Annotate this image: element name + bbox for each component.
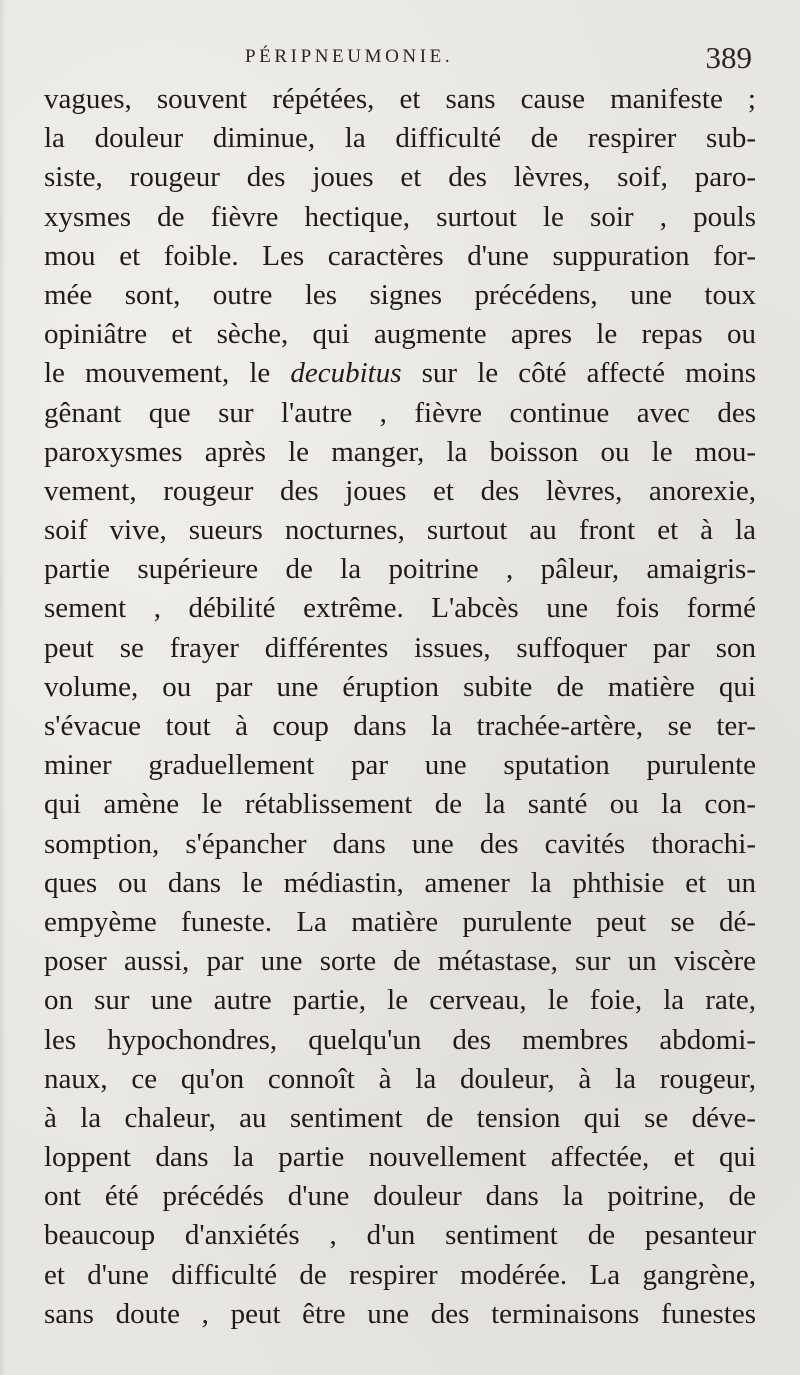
text-line: poser aussi, par une sorte de métastase, sur un viscère xyxy=(44,945,756,978)
text-line: ques ou dans le médiastin, amener la phthisie et un xyxy=(44,866,756,899)
text-line: peut se frayer différentes issues, suffoquer par son xyxy=(44,631,756,664)
text-line: gênant que sur l'autre , fièvre continue avec des xyxy=(44,396,756,429)
text-line: à la chaleur, au sentiment de tension qui se déve- xyxy=(44,1101,756,1134)
text-line: vement, rougeur des joues et des lèvres, anorexie, xyxy=(44,474,756,507)
text-line: mée sont, outre les signes précédens, une toux xyxy=(44,278,756,311)
page-edge-shadow xyxy=(0,0,6,1375)
text-line: on sur une autre partie, le cerveau, le foie, la rate, xyxy=(44,984,756,1017)
text-line: soif vive, sueurs nocturnes, surtout au front et à la xyxy=(44,514,756,547)
text-line: miner graduellement par une sputation purulente xyxy=(44,749,756,782)
text-line: beaucoup d'anxiétés , d'un sentiment de pesanteur xyxy=(44,1219,756,1252)
text-line: somption, s'épancher dans une des cavités thorachi- xyxy=(44,827,756,860)
text-line: vagues, souvent répétées, et sans cause manifeste ; xyxy=(44,83,756,115)
text-line: sans doute , peut être une des terminaisons funestes xyxy=(44,1297,756,1330)
page-header xyxy=(0,40,800,80)
text-line: qui amène le rétablissement de la santé ou la con- xyxy=(44,788,756,821)
text-line: ont été précédés d'une douleur dans la poitrine, de xyxy=(44,1180,756,1213)
text-line: le mouvement, le decubitus sur le côté affecté moins xyxy=(44,357,757,390)
body-text xyxy=(44,80,756,1334)
page-number: 389 xyxy=(705,40,752,75)
text-line: paroxysmes après le manger, la boisson ou le mou- xyxy=(44,435,756,468)
text-line: les hypochondres, quelqu'un des membres abdomi- xyxy=(44,1023,756,1056)
running-head: PÉRIPNEUMONIE. xyxy=(245,46,454,67)
text-line: s'évacue tout à coup dans la trachée-artère, se ter- xyxy=(44,710,756,742)
text-line: opiniâtre et sèche, qui augmente apres le repas ou xyxy=(44,318,756,351)
text-line: la douleur diminue, la difficulté de respirer sub- xyxy=(44,122,756,155)
italic-term: decubitus xyxy=(290,357,402,390)
text-line: empyème funeste. La matière purulente peut se dé- xyxy=(44,905,756,938)
text-line: mou et foible. Les caractères d'une suppuration for- xyxy=(44,239,756,272)
text-line: sement , débilité extrême. L'abcès une fois formé xyxy=(44,592,756,625)
text-line: xysmes de fièvre hectique, surtout le soir , pouls xyxy=(44,200,756,233)
text-line: volume, ou par une éruption subite de matière qui xyxy=(44,670,756,703)
text-line: loppent dans la partie nouvellement affectée, et qui xyxy=(44,1141,756,1174)
text-line: siste, rougeur des joues et des lèvres, soif, paro- xyxy=(44,161,756,194)
text-line: et d'une difficulté de respirer modérée. La gangrène, xyxy=(44,1258,756,1291)
text-line: naux, ce qu'on connoît à la douleur, à la rougeur, xyxy=(44,1062,756,1095)
text-line: partie supérieure de la poitrine , pâleur, amaigris- xyxy=(44,553,756,586)
